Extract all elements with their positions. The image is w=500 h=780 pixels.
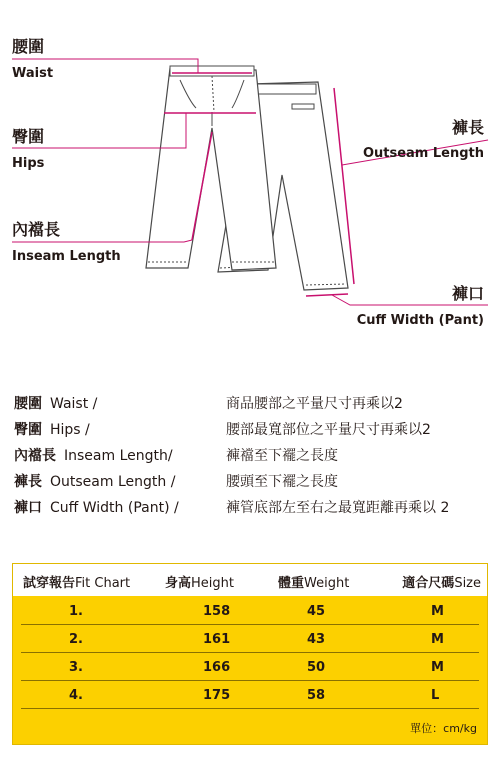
pants-illustration [0,0,500,340]
fit-chart-table [12,563,488,745]
definition-text: 腰頭至下襬之長度 [226,474,338,490]
row-height: 158 [203,604,231,619]
row-number: 2. [69,632,83,647]
definition-text: 腰部最寬部位之平量尺寸再乘以2 [226,422,431,438]
row-weight: 43 [307,632,326,647]
header-size [402,572,481,591]
row-divider [21,652,479,653]
table-row [13,598,487,626]
header-zh: 適合尺碼 [402,576,455,591]
definition-term-zh: 內襠長 [14,448,56,464]
header-weight [278,572,349,591]
waist-label-en: Waist [12,66,54,81]
unit-note: 單位：cm/kg [410,722,477,735]
hips-label-en: Hips [12,156,45,171]
definition-term-zh: 臀圍 [14,422,42,438]
definition-row [14,471,490,497]
definition-row [14,497,490,523]
table-row [13,654,487,682]
header-zh: 試穿報告 [23,576,76,591]
row-weight: 50 [307,660,326,675]
row-number: 3. [69,660,83,675]
row-height: 166 [203,660,231,675]
row-divider [21,624,479,625]
row-size: L [431,688,440,703]
definition-text: 褲襠至下襬之長度 [226,448,338,464]
header-fit-chart [23,572,130,591]
table-row [13,682,487,710]
definition-row [14,393,490,419]
outseam-label-en: Outseam Length [362,146,484,161]
header-en: Weight [304,576,350,591]
fit-chart-header [13,564,487,596]
waist-label-zh: 腰圍 [12,37,45,56]
definition-term-zh: 褲長 [14,474,42,490]
header-height [165,572,234,591]
definition-text: 商品腰部之平量尺寸再乘以2 [226,396,403,412]
definition-term-en: Cuff Width (Pant) / [50,500,179,516]
definition-term-zh: 腰圍 [14,396,42,412]
row-number: 1. [69,604,83,619]
inseam-label-en: Inseam Length [12,249,121,264]
row-weight: 45 [307,604,326,619]
hips-label-zh: 臀圍 [12,127,45,146]
row-divider [21,680,479,681]
row-height: 161 [203,632,231,647]
row-divider [21,708,479,709]
row-size: M [431,604,444,619]
cuff-label-en: Cuff Width (Pant) [356,313,484,328]
cuff-label-zh: 褲口 [451,284,484,303]
definition-term-zh: 褲口 [14,500,42,516]
header-en: Height [191,576,234,591]
table-row [13,626,487,654]
outseam-label-zh: 褲長 [451,118,484,137]
definition-term-en: Hips / [50,422,90,438]
pants-diagram [0,0,500,340]
row-number: 4. [69,688,83,703]
row-height: 175 [203,688,231,703]
row-size: M [431,632,444,647]
header-zh: 體重 [278,576,305,591]
definition-term-en: Waist / [50,396,98,412]
inseam-label-zh: 內襠長 [12,220,61,239]
definition-row [14,419,490,445]
row-size: M [431,660,444,675]
header-en: Fit Chart [75,576,131,591]
header-zh: 身高 [165,576,192,591]
measurement-definitions [14,393,490,523]
definition-term-en: Outseam Length / [50,474,176,490]
header-en: Size [454,576,481,591]
definition-term-en: Inseam Length/ [64,448,173,464]
definition-row [14,445,490,471]
row-weight: 58 [307,688,326,703]
definition-text: 褲管底部左至右之最寬距離再乘以 2 [226,500,450,516]
